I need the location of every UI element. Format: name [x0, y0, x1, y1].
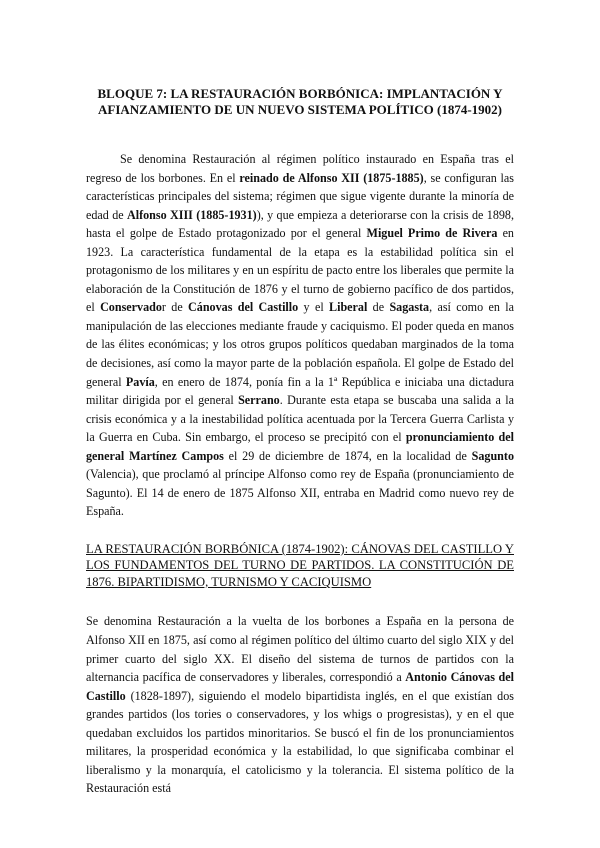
text-run: Se denomina Restauración al régimen político instaurado en España tras el regreso de los borbones. En el: [86, 152, 514, 185]
title-line-2: AFIANZAMIENTO DE UN NUEVO SISTEMA POLÍTICO (1874-1902): [98, 102, 502, 117]
bold-run: Conservado: [100, 300, 162, 315]
bold-run: Sagunto: [471, 448, 514, 463]
text-run: (1828-1897), siguiendo el modelo bipartidista inglés, en el que existían dos grandes partidos (los tories o conservadores, y los whigs o progresistas), y en el que quedaban excluidos los partidos minoritarios. Se buscó el fin de los pronunciamientos militares, la prosperidad económica y la estabilidad, lo que significaba combinar el liberalismo y la monarquía, el catolicismo y la tolerancia. El sistema político de la Restauración está: [86, 688, 514, 796]
text-run: . Durante esta etapa se buscaba una salida a la crisis económica y a la inestabilidad política acentuada por la Tercera Guerra Carlista y la Guerra en Cuba. Sin embargo, el proceso se precipitó con el: [86, 393, 514, 445]
text-run: r de: [161, 300, 189, 315]
bold-run: Antonio Cánovas del Castillo: [86, 670, 514, 703]
bold-run: Alfonso XIII (1885-1931): [126, 207, 257, 222]
bold-run: Serrano: [238, 393, 280, 408]
text-run: ), y que empieza a deteriorarse con la crisis de 1898, hasta el golpe de Estado protagonizado por el general: [86, 207, 514, 241]
bold-run: Liberal: [329, 300, 368, 315]
text-run: de: [367, 300, 390, 315]
document-title: [86, 86, 514, 118]
section-paragraph: [86, 612, 514, 797]
bold-run: Cánovas del Castillo: [188, 300, 299, 315]
text-run: , en enero de 1874, ponía fin a la 1ª República e iniciaba una dictadura militar dirigida por el general: [86, 374, 514, 408]
intro-paragraph: [86, 150, 514, 521]
text-run: y el: [298, 300, 330, 315]
document-page: [86, 86, 514, 798]
bold-run: reinado de Alfonso XII (1875-1885): [239, 170, 424, 185]
bold-run: Pavía: [125, 374, 155, 389]
section-heading: LA RESTAURACIÓN BORBÓNICA (1874-1902): CÁNOVAS DEL CASTILLO Y LOS FUNDAMENTOS DEL TURNO DE PARTIDOS. LA CONSTITUCIÓN DE 1876. BIPARTIDISMO, TURNISMO Y CACIQUISMO: [86, 541, 514, 589]
bold-run: Sagasta: [389, 300, 430, 315]
text-run: el 29 de diciembre de 1874, en la localidad de: [223, 448, 472, 463]
bold-run: pronunciamiento del general Martínez Campos: [86, 430, 514, 463]
text-run: en 1923. La característica fundamental de la etapa es la estabilidad política sin el protagonismo de los militares y en un espíritu de pacto entre los liberales que permite la elaboración de la Constitución de 1876 y el turno de gobierno pacífico de dos partidos, el: [86, 226, 514, 315]
text-run: Se denomina Restauración a la vuelta de los borbones a España en la persona de Alfonso XII en 1875, así como al régimen político del último cuarto del siglo XIX y del primer cuarto del siglo XX. El diseño del sistema de turnos de partidos con la alternancia pacífica de conservadores y liberales, correspondió a: [86, 614, 514, 685]
text-run: , así como en la manipulación de las elecciones mediante fraude y caciquismo. El poder queda en manos de las élites económicas; y los otros grupos políticos quedaban marginados de la toma de decisiones, así como la mayor parte de la población española. El golpe de Estado del general: [86, 300, 514, 389]
bold-run: Miguel Primo de Rivera: [366, 226, 498, 241]
text-run: , se configuran las características principales del sistema; régimen que sigue vigente durante la minoría de edad de: [86, 170, 514, 222]
title-line-1: BLOQUE 7: LA RESTAURACIÓN BORBÓNICA: IMPLANTACIÓN Y: [97, 86, 503, 101]
text-run: (Valencia), que proclamó al príncipe Alfonso como rey de España (pronunciamiento de Sagunto). El 14 de enero de 1875 Alfonso XII, entraba en Madrid como nuevo rey de España.: [86, 467, 514, 519]
